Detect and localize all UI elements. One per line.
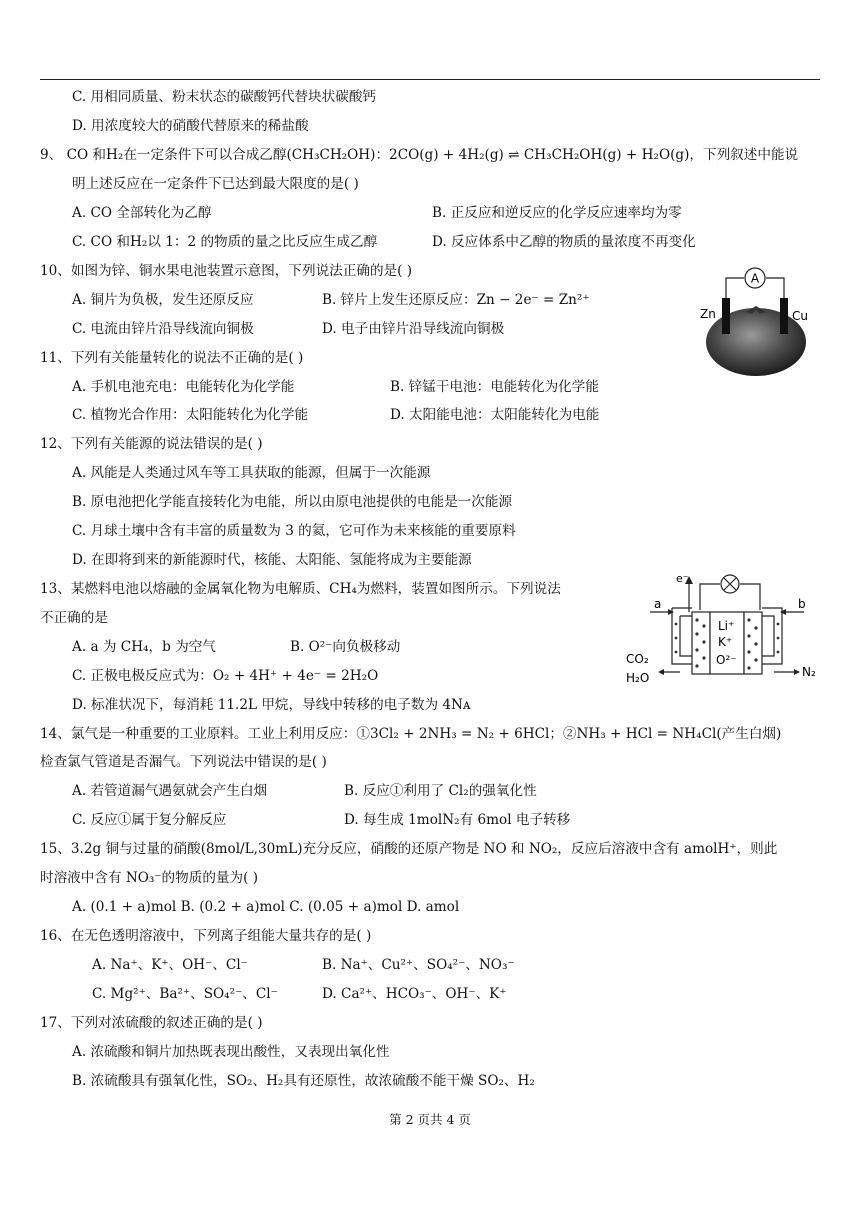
text-line-q9a: 9、 CO 和H₂在一定条件下可以合成乙醇(CH₃CH₂OH)：2CO(g) + 4H₂(g) ⇌ CH₃CH₂OH(g) + H₂O(g)，下列叙述中能说	[40, 147, 799, 163]
page-footer: 第 2 页共 4 页	[389, 1112, 471, 1127]
fruit-body	[706, 308, 806, 376]
zn-label: Zn	[700, 307, 716, 321]
zn-electrode	[722, 298, 730, 334]
option-q9D: D. 反应体系中乙醇的物质的量浓度不再变化	[432, 234, 696, 250]
right-channel	[762, 608, 782, 664]
outlet-co2-label: CO₂	[626, 652, 649, 666]
text-line-q10: 10、如图为锌、铜水果电池装置示意图，下列说法正确的是( )	[40, 263, 413, 279]
outlet-h2o-label: H₂O	[626, 671, 650, 685]
text-line-q16C: C. Mg²⁺、Ba²⁺、SO₄²⁻、Cl⁻	[92, 986, 278, 1002]
text-line-l1: C. 用相同质量、粉末状态的碳酸钙代替块状碳酸钙	[72, 89, 377, 105]
text-line-q15opts: A. (0.1 + a)mol B. (0.2 + a)mol C. (0.05 + a)mol D. amol	[72, 899, 460, 915]
text-line-q13b: 不正确的是	[40, 610, 108, 626]
text-line-q16A: A. Na⁺、K⁺、OH⁻、Cl⁻	[92, 957, 248, 973]
inlet-a-label: a	[654, 597, 662, 611]
ion-li-label: Li⁺	[718, 619, 735, 633]
text-line-q14b: 检查氯气管道是否漏气。下列说法中错误的是( )	[40, 754, 327, 770]
left-electrode	[692, 612, 710, 674]
option-q11D: D. 太阳能电池：太阳能转化为电能	[390, 407, 600, 423]
cu-label: Cu	[792, 309, 808, 323]
text-line-q11C: C. 植物光合作用：太阳能转化为化学能	[72, 407, 309, 423]
text-line-q16: 16、在无色透明溶液中，下列离子组能大量共存的是( )	[40, 928, 372, 944]
text-line-q12D: D. 在即将到来的新能源时代，核能、太阳能、氢能将成为主要能源	[72, 552, 472, 568]
text-line-q17B: B. 浓硫酸具有强氧化性，SO₂、H₂具有还原性，故浓硫酸不能干燥 SO₂、H₂	[72, 1073, 535, 1089]
header-rule	[40, 79, 820, 80]
text-line-q12: 12、下列有关能源的说法错误的是( )	[40, 436, 263, 452]
text-line-q14a: 14、氯气是一种重要的工业原料。工业上利用反应：①3Cl₂ + 2NH₃ = N₂ + 6HCl；②NH₃ + HCl = NH₄Cl(产生白烟)	[40, 726, 782, 742]
option-q10B: B. 锌片上发生还原反应：Zn − 2e⁻ = Zn²⁺	[322, 292, 590, 308]
text-line-q12B: B. 原电池把化学能直接转化为电能，所以由原电池提供的电能是一次能源	[72, 494, 513, 510]
fruit-battery-figure	[700, 262, 820, 380]
text-line-q11A: A. 手机电池充电：电能转化为化学能	[72, 379, 295, 395]
option-q11B: B. 锌锰干电池：电能转化为化学能	[390, 379, 599, 395]
cu-electrode	[780, 298, 788, 334]
option-q14B: B. 反应①利用了 Cl₂的强氧化性	[344, 783, 537, 799]
text-line-q13D: D. 标准状况下，每消耗 11.2L 甲烷，导线中转移的电子数为 4Nᴀ	[72, 697, 471, 713]
fuel-cell-figure	[620, 568, 825, 690]
option-q9B: B. 正反应和逆反应的化学反应速率均为零	[432, 205, 682, 221]
ammeter-label: A	[750, 271, 760, 286]
option-q16B: B. Na⁺、Cu²⁺、SO₄²⁻、NO₃⁻	[322, 957, 515, 973]
text-line-q12A: A. 风能是人类通过风车等工具获取的能源，但属于一次能源	[72, 465, 431, 481]
text-line-q13a: 13、某燃料电池以熔融的金属氧化物为电解质、CH₄为燃料，装置如图所示。下列说法	[40, 581, 561, 597]
option-q10D: D. 电子由锌片沿导线流向铜极	[322, 321, 505, 337]
text-line-q10A: A. 铜片为负极，发生还原反应	[72, 292, 254, 308]
option-q14D: D. 每生成 1molN₂有 6mol 电子转移	[344, 812, 571, 828]
text-line-q11: 11、下列有关能量转化的说法不正确的是( )	[40, 350, 304, 366]
option-q16D: D. Ca²⁺、HCO₃⁻、OH⁻、K⁺	[322, 986, 507, 1002]
text-line-q17: 17、下列对浓硫酸的叙述正确的是( )	[40, 1015, 263, 1031]
option-q13B: B. O²⁻向负极移动	[290, 639, 401, 655]
outlet-n2-label: N₂	[802, 665, 816, 679]
text-line-q9C: C. CO 和H₂以 1：2 的物质的量之比反应生成乙醇	[72, 234, 378, 250]
text-line-l2: D. 用浓度较大的硝酸代替原来的稀盐酸	[72, 118, 309, 134]
text-line-q9A: A. CO 全部转化为乙醇	[72, 205, 212, 221]
right-electrode	[744, 612, 762, 674]
text-line-q9b: 明上述反应在一定条件下已达到最大限度的是( )	[72, 176, 359, 192]
text-line-q10C: C. 电流由锌片沿导线流向铜极	[72, 321, 254, 337]
text-line-q12C: C. 月球土壤中含有丰富的质量数为 3 的氦，它可作为未来核能的重要原料	[72, 523, 516, 539]
ion-o-label: O²⁻	[716, 653, 737, 667]
electron-label: e⁻	[676, 572, 689, 585]
text-line-q13C: C. 正极电极反应式为：O₂ + 4H⁺ + 4e⁻ = 2H₂O	[72, 668, 379, 684]
ion-k-label: K⁺	[718, 635, 733, 649]
text-line-q14A: A. 若管道漏气遇氨就会产生白烟	[72, 783, 268, 799]
text-line-q17A: A. 浓硫酸和铜片加热既表现出酸性，又表现出氧化性	[72, 1044, 390, 1060]
text-line-q14C: C. 反应①属于复分解反应	[72, 812, 227, 828]
inlet-b-label: b	[798, 597, 806, 611]
left-channel	[672, 608, 692, 664]
text-line-q15b: 时溶液中含有 NO₃⁻的物质的量为( )	[40, 870, 259, 886]
text-line-q13A: A. a 为 CH₄，b 为空气	[72, 639, 216, 655]
text-line-q15a: 15、3.2g 铜与过量的硝酸(8mol/L,30mL)充分反应，硝酸的还原产物是 NO 和 NO₂，反应后溶液中含有 amolH⁺，则此	[40, 841, 778, 857]
